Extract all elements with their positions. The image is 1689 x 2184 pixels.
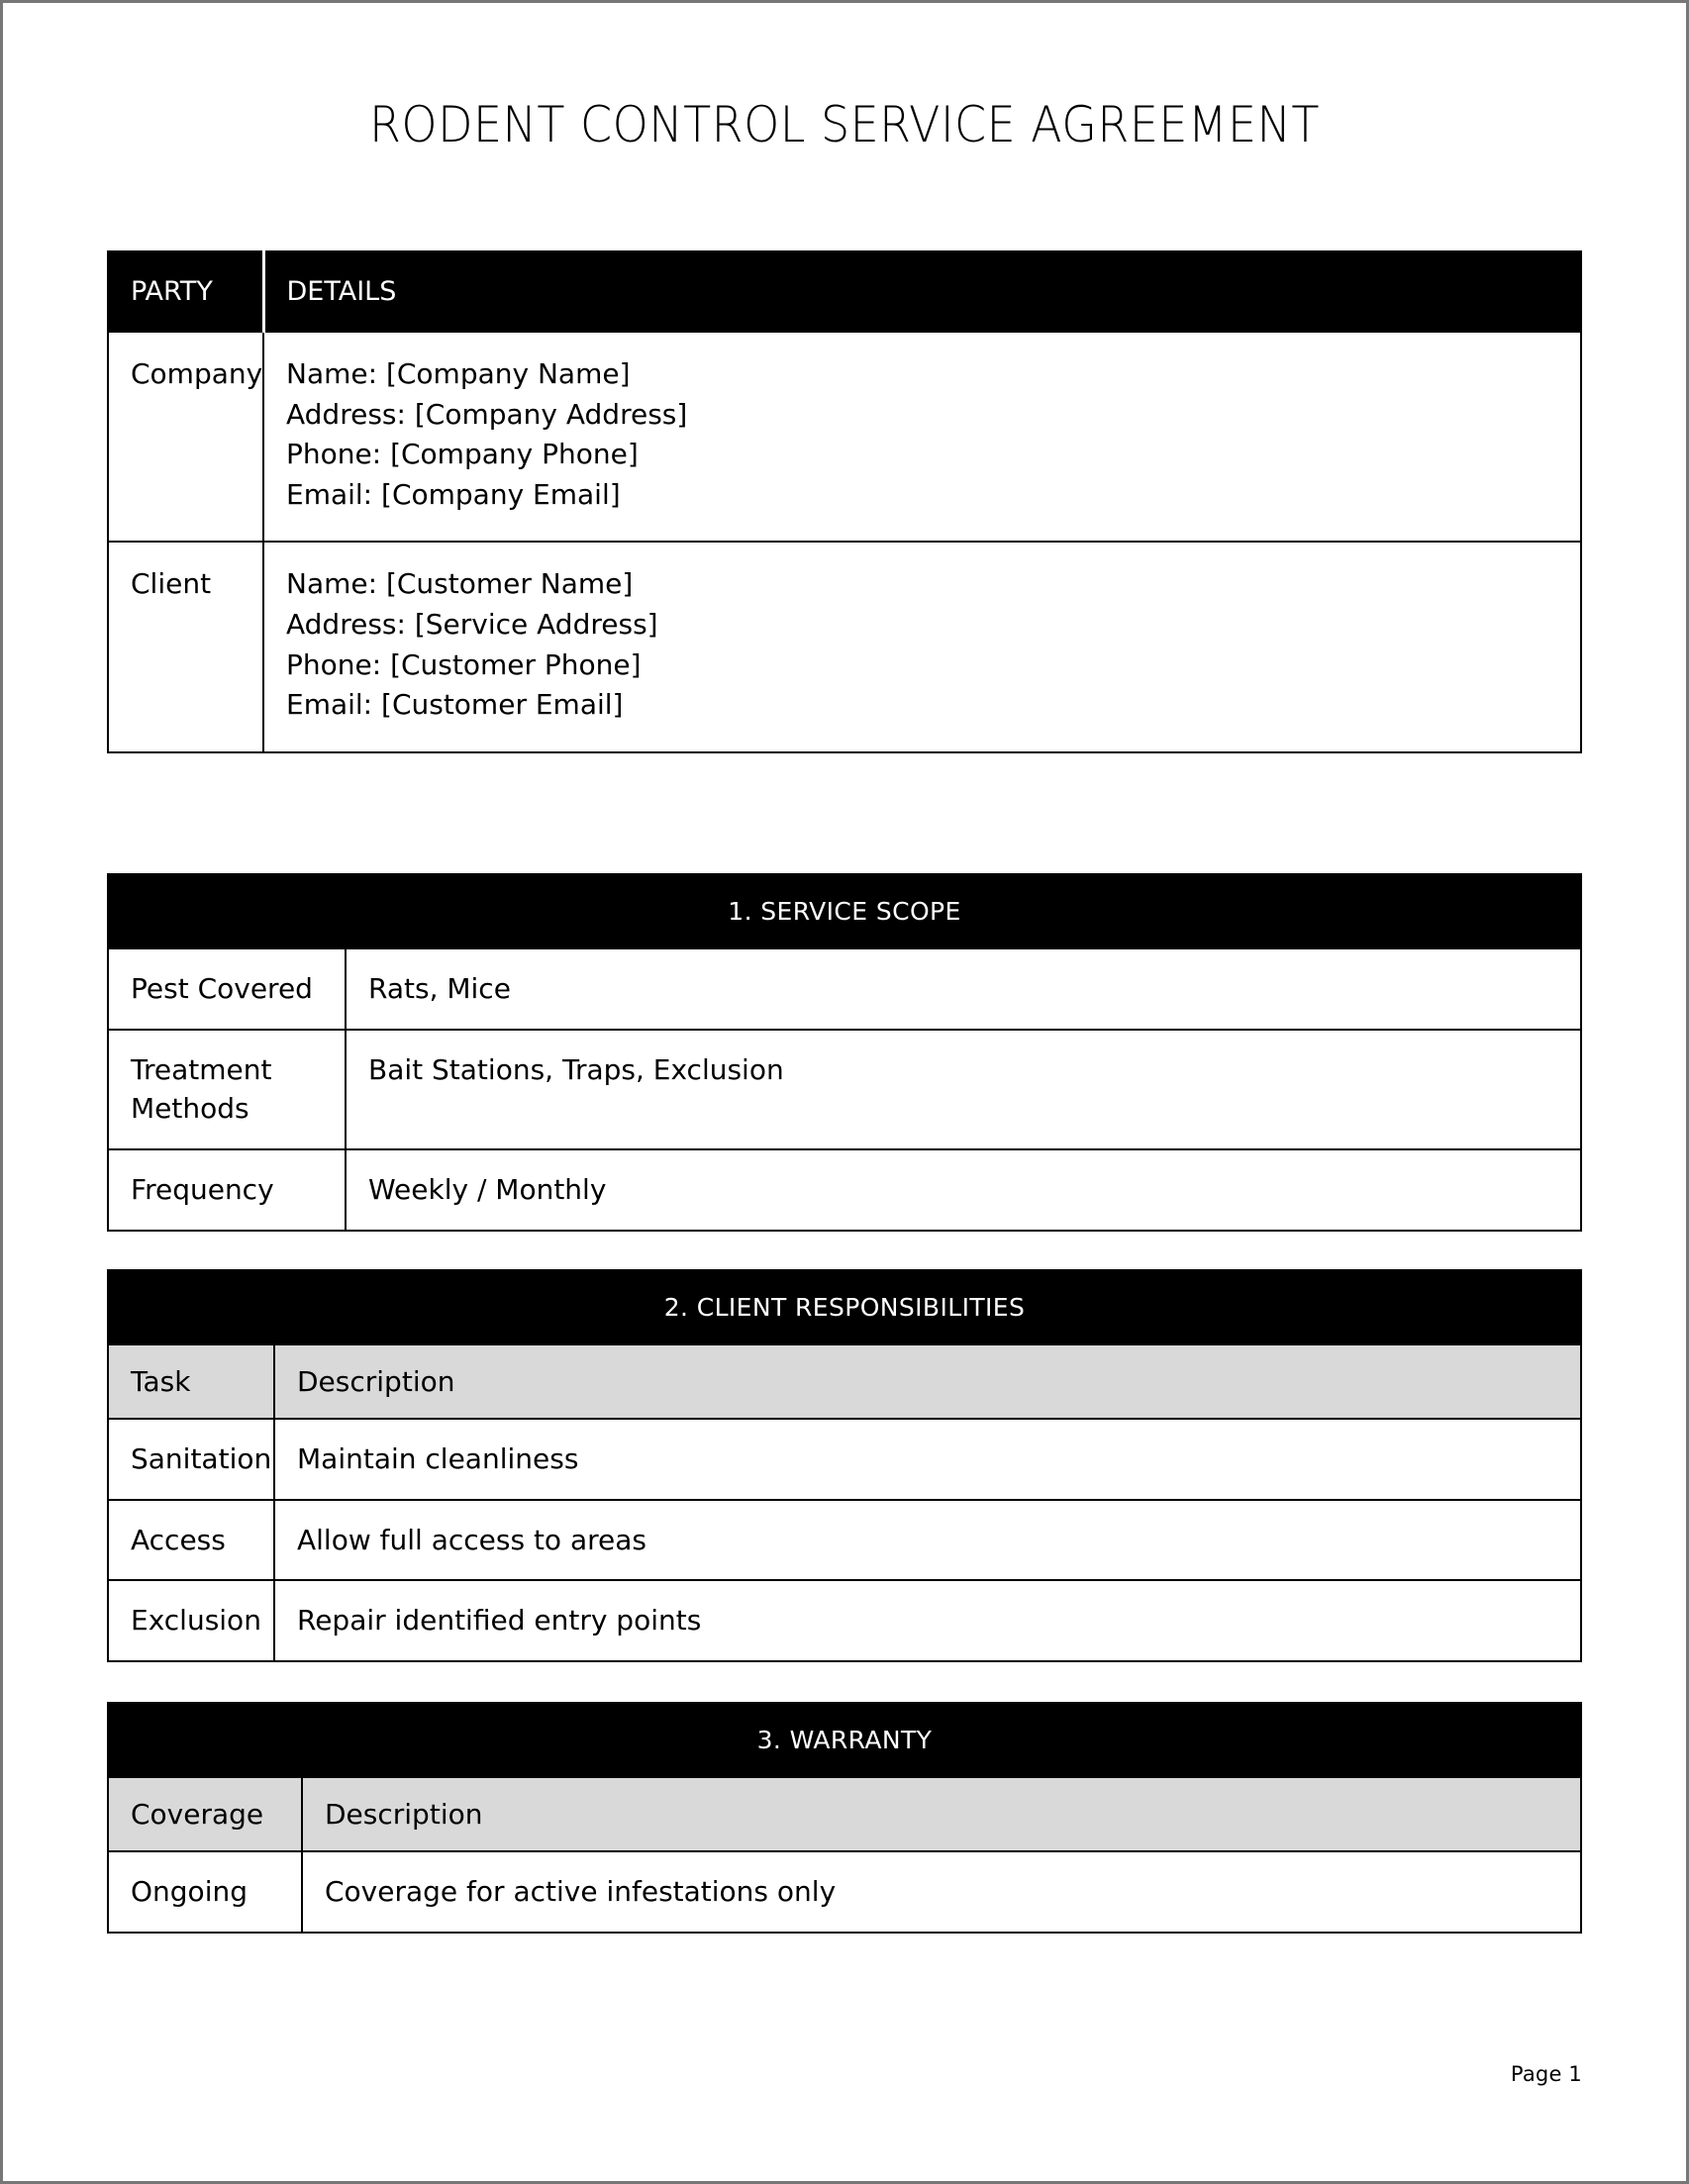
section-header-service-scope: [108, 874, 1581, 948]
client-email-line: Email: [Customer Email]: [286, 688, 624, 722]
responsibility-description-exclusion: Repair identified entry points: [274, 1580, 1581, 1661]
party-label-company: Company: [108, 332, 263, 542]
service-scope-table: [107, 873, 1582, 1232]
responsibility-task-access: Access: [108, 1500, 274, 1581]
client-phone-line: Phone: [Customer Phone]: [286, 647, 642, 681]
table-row: [108, 1851, 1581, 1933]
warranty-description-ongoing: Coverage for active infestations only: [302, 1851, 1581, 1933]
warranty-coverage-ongoing: Ongoing: [108, 1851, 302, 1933]
page-title: RODENT CONTROL SERVICE AGREEMENT: [369, 96, 1320, 153]
party-label-client: Client: [108, 542, 263, 751]
client-responsibilities-table: [107, 1269, 1582, 1662]
column-header-description: Description: [274, 1344, 1581, 1419]
scope-value-frequency: Weekly / Monthly: [346, 1149, 1581, 1231]
scope-label-frequency: Frequency: [108, 1149, 346, 1231]
scope-label-pest-covered: Pest Covered: [108, 948, 346, 1030]
client-name-line: Name: [Customer Name]: [286, 567, 634, 601]
section-title-service-scope: 1. SERVICE SCOPE: [108, 874, 1581, 948]
table-row: [108, 542, 1581, 751]
page-content: [3, 3, 1686, 2181]
column-header-task: Task: [108, 1344, 274, 1419]
responsibility-description-sanitation: Maintain cleanliness: [274, 1419, 1581, 1500]
table-row: [108, 1500, 1581, 1581]
section-title-client-responsibilities: 2. CLIENT RESPONSIBILITIES: [108, 1270, 1581, 1344]
warranty-table: [107, 1702, 1582, 1934]
parties-table: [107, 250, 1582, 753]
column-header-details: DETAILS: [263, 251, 1581, 332]
table-row: [108, 1419, 1581, 1500]
scope-label-treatment-methods: Treatment Methods: [108, 1030, 346, 1150]
section-title-warranty: 3. WARRANTY: [108, 1703, 1581, 1777]
company-address-line: Address: [Company Address]: [286, 397, 688, 431]
company-name-line: Name: [Company Name]: [286, 357, 631, 390]
column-header-description: Description: [302, 1777, 1581, 1851]
section-header-client-responsibilities: [108, 1270, 1581, 1344]
table-row: [108, 1149, 1581, 1231]
parties-table-header-row: [108, 251, 1581, 332]
party-details-client: [263, 542, 1581, 751]
client-address-line: Address: [Service Address]: [286, 607, 658, 641]
warranty-header-row: [108, 1777, 1581, 1851]
page-number-footer: Page 1: [1510, 2062, 1582, 2086]
table-row: [108, 1580, 1581, 1661]
responsibility-description-access: Allow full access to areas: [274, 1500, 1581, 1581]
table-row: [108, 1030, 1581, 1150]
scope-value-treatment-methods: Bait Stations, Traps, Exclusion: [346, 1030, 1581, 1150]
company-email-line: Email: [Company Email]: [286, 477, 621, 511]
responsibility-task-exclusion: Exclusion: [108, 1580, 274, 1661]
party-details-company: [263, 332, 1581, 542]
table-row: [108, 948, 1581, 1030]
scope-value-pest-covered: Rats, Mice: [346, 948, 1581, 1030]
company-phone-line: Phone: [Company Phone]: [286, 438, 639, 471]
column-header-coverage: Coverage: [108, 1777, 302, 1851]
responsibility-task-sanitation: Sanitation: [108, 1419, 274, 1500]
section-header-warranty: [108, 1703, 1581, 1777]
column-header-party: PARTY: [108, 251, 263, 332]
table-row: [108, 332, 1581, 542]
responsibilities-header-row: [108, 1344, 1581, 1419]
